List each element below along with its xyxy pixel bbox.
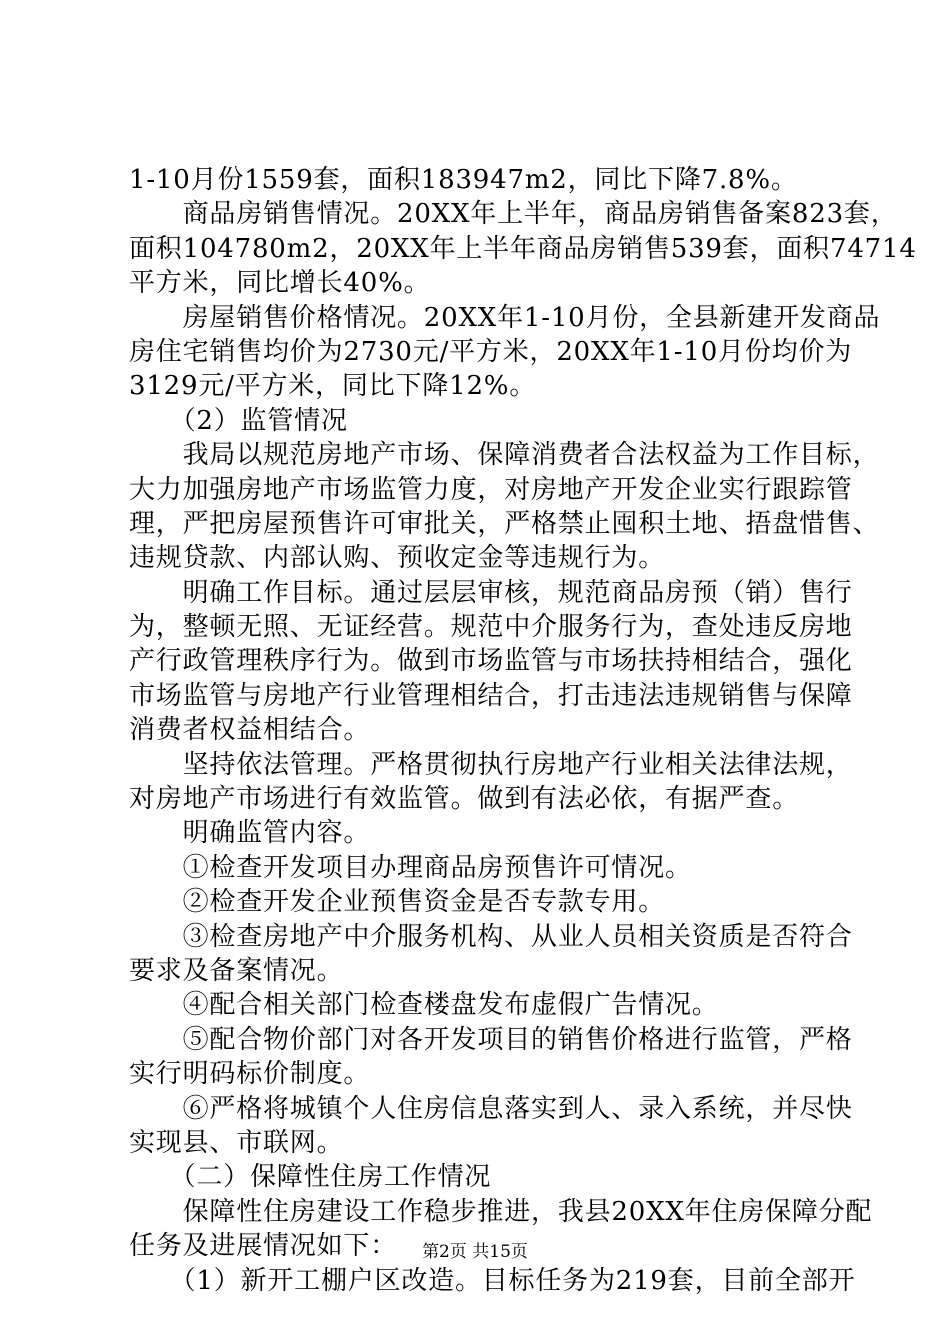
- text-line: 面积104780m2，20XX年上半年商品房销售539套，面积74714: [129, 233, 917, 264]
- section-heading: （2）监管情况: [129, 405, 348, 436]
- text-line: 房屋销售价格情况。20XX年1-10月份，全县新建开发商品: [129, 302, 881, 333]
- list-item: ③检查房地产中介服务机构、从业人员相关资质是否符合: [129, 921, 853, 952]
- text-line: 大力加强房地产市场监管力度，对房地产开发企业实行跟踪管: [129, 474, 853, 505]
- text-line: 市场监管与房地产行业管理相结合，打击违法违规销售与保障: [129, 680, 853, 711]
- text-line: 产行政管理秩序行为。做到市场监管与市场扶持相结合，强化: [129, 646, 853, 677]
- list-item: ②检查开发企业预售资金是否专款专用。: [129, 887, 666, 918]
- list-item: ①检查开发项目办理商品房预售许可情况。: [129, 852, 692, 883]
- text-line: 违规贷款、内部认购、预收定金等违规行为。: [129, 543, 666, 574]
- text-line: 平方米，同比增长40%。: [129, 268, 431, 299]
- text-line: 为，整顿无照、无证经营。规范中介服务行为，查处违反房地: [129, 612, 853, 643]
- text-line: 任务及进展情况如下：: [129, 1231, 398, 1262]
- page-number-footer: 第2页 共15页: [422, 1242, 528, 1262]
- list-item: ⑥严格将城镇个人住房信息落实到人、录入系统，并尽快: [129, 1093, 853, 1124]
- text-line: 3129元/平方米，同比下降12%。: [129, 371, 537, 402]
- text-line: 对房地产市场进行有效监管。做到有法必依，有据严查。: [129, 784, 800, 815]
- text-line: 我局以规范房地产市场、保障消费者合法权益为工作目标，: [129, 440, 880, 471]
- text-line: 消费者权益相结合。: [129, 715, 371, 746]
- text-line: 理，严把房屋预售许可审批关，严格禁止囤积土地、捂盘惜售、: [129, 508, 880, 539]
- document-body: [129, 163, 917, 1298]
- list-item: ④配合相关部门检查楼盘发布虚假广告情况。: [129, 990, 719, 1021]
- text-line: 房住宅销售均价为2730元/平方米，20XX年1-10月份均价为: [129, 336, 853, 367]
- text-line: 明确工作目标。通过层层审核，规范商品房预（销）售行: [129, 577, 853, 608]
- section-heading: （二）保障性住房工作情况: [129, 1162, 492, 1193]
- list-item: ⑤配合物价部门对各开发项目的销售价格进行监管，严格: [129, 1024, 853, 1055]
- list-item: 实现县、市联网。: [129, 1127, 344, 1158]
- list-item: 要求及备案情况。: [129, 955, 344, 986]
- text-line: 1-10月份1559套，面积183947m2，同比下降7.8%。: [129, 165, 798, 195]
- text-line: 明确监管内容。: [129, 818, 371, 849]
- text-line: （1）新开工棚户区改造。目标任务为219套，目前全部开: [129, 1265, 856, 1296]
- text-line: 坚持依法管理。严格贯彻执行房地产行业相关法律法规，: [129, 749, 853, 780]
- text-line: 商品房销售情况。20XX年上半年，商品房销售备案823套，: [129, 199, 898, 230]
- text-line: 保障性住房建设工作稳步推进，我县20XX年住房保障分配: [129, 1196, 873, 1227]
- list-item: 实行明码标价制度。: [129, 1059, 371, 1090]
